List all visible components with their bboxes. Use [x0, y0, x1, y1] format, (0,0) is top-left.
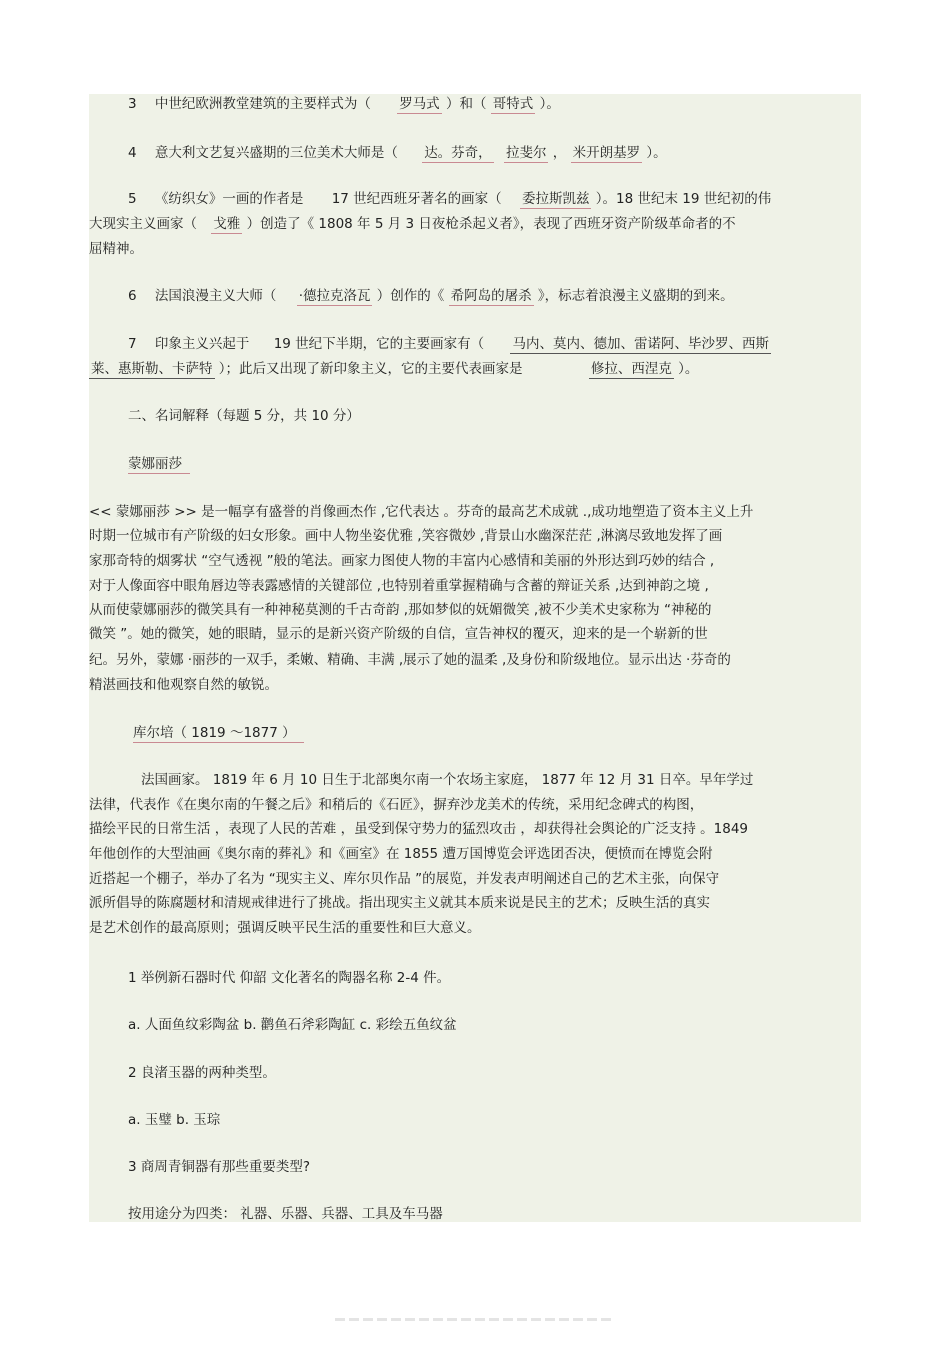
question-text: 17 世纪西班牙著名的画家（ [331, 191, 502, 207]
footer-watermark [335, 1318, 615, 1321]
short-question [89, 1158, 861, 1176]
answer-blank: 罗马式 [399, 96, 440, 112]
fill-blank-q7-line2 [89, 360, 861, 379]
answer-text: a. 人面鱼纹彩陶盆 b. 鹳鱼石斧彩陶缸 c. 彩绘五鱼纹盆 [128, 1017, 457, 1033]
term-name: 库尔培（ 1819 ～1877 ） [133, 724, 304, 743]
question-number: 4 [128, 145, 137, 161]
fill-blank-q6 [89, 287, 861, 306]
question-number: 7 [128, 336, 137, 352]
text-line: 年他创作的大型油画《奥尔南的葬礼》和《画室》在 1855 遭万国博览会评选团否决，便愤而在博览会附 [89, 846, 713, 862]
section-title: 二、名词解释（每题 5 分，共 10 分） [128, 408, 360, 424]
answer-blank: 修拉、西涅克 [590, 361, 672, 377]
text-line: 描绘平民的日常生活 ，表现了人民的苦难 ，虽受到保守势力的猛烈攻击 ，却获得社会舆论的广泛支持 。1849 [89, 821, 749, 837]
paragraph-line [89, 503, 861, 521]
answer-blank: 拉斐尔 [505, 145, 547, 161]
paragraph-line [89, 676, 861, 694]
short-answer [89, 1205, 861, 1223]
question-text: ， [552, 145, 567, 161]
answer-blank: 希阿岛的屠杀 [450, 288, 532, 304]
short-question [89, 969, 861, 987]
paragraph-line [89, 771, 861, 789]
paragraph-line [89, 894, 861, 912]
short-answer [89, 1111, 861, 1129]
paragraph-line [89, 820, 861, 838]
question-text: 19 世纪下半期，它的主要画家有（ [273, 336, 485, 352]
term-heading [89, 455, 861, 474]
paragraph-line [89, 651, 861, 669]
question-text: 意大利文艺复兴盛期的三位美术大师是（ [154, 145, 398, 161]
text-line: 法国画家。 1819 年 6 月 10 日生于北部奥尔南一个农场主家庭， 1877 年 12 月 31 日卒。早年学过 [141, 772, 754, 788]
fill-blank-q4 [89, 144, 861, 163]
short-question [89, 1064, 861, 1082]
question-text: ）；此后又出现了新印象主义，它的主要代表画家是 [218, 361, 523, 377]
fill-blank-q5-line3 [89, 240, 861, 258]
short-answer [89, 1016, 861, 1034]
question-text: 法国浪漫主义大师（ [154, 288, 277, 304]
answer-text: a. 玉璧 b. 玉琮 [128, 1112, 221, 1128]
answer-blank: ·德拉克洛瓦 [298, 288, 371, 304]
fill-blank-q5-line2 [89, 215, 861, 234]
text-line: 精湛画技和他观察自然的敏锐。 [89, 677, 278, 693]
question-text: ）创作的《 [376, 288, 445, 304]
text-line: 近搭起一个棚子，举办了名为 “现实主义、库尔贝作品 ”的展览，并发表声明阐述自己的艺术主张，向保守 [89, 871, 720, 887]
fill-blank-q7 [89, 335, 861, 354]
question-text: ）。 [678, 361, 699, 377]
text-line: 法律，代表作《在奥尔南的午餐之后》和稍后的《石匠》，摒弃沙龙美术的传统，采用纪念碑式的构图， [89, 797, 704, 813]
question-text: 3 商周青铜器有那些重要类型? [128, 1159, 311, 1175]
question-text: ）创造了《 1808 年 5 月 3 日夜枪杀起义者》，表现了西班牙资产阶级革命者的不 [246, 216, 736, 232]
question-text: 1 举例新石器时代 仰韶 文化著名的陶器名称 2-4 件。 [128, 970, 451, 986]
paragraph-line [89, 919, 861, 937]
paragraph-line [89, 870, 861, 888]
paragraph-line [89, 625, 861, 643]
question-text: 屈精神。 [89, 241, 143, 257]
question-text: 大现实主义画家（ [89, 216, 197, 232]
answer-blank: 莱、惠斯勒、卡萨特 [91, 361, 213, 377]
text-line: 微笑 ”。她的微笑，她的眼睛，显示的是新兴资产阶级的自信，宣告神权的覆灭，迎来的是一个崭新的世 [89, 626, 708, 642]
text-line: 家那奇特的烟雾状 “空气透视 ”般的笔法。画家力图使人物的丰富内心感情和美丽的外形达到巧妙的结合 , [89, 553, 715, 569]
question-number: 6 [128, 288, 137, 304]
term-name: 蒙娜丽莎 [128, 455, 190, 474]
question-text: 印象主义兴起于 [154, 336, 250, 352]
text-line: 派所倡导的陈腐题材和清规戒律进行了挑战。指出现实主义就其本质来说是民主的艺术；反映生活的真实 [89, 895, 710, 911]
question-text: 2 良渚玉器的两种类型。 [128, 1065, 276, 1081]
paragraph-line [89, 845, 861, 863]
answer-text: 按用途分为四类： 礼器、乐器、兵器、工具及车马器 [128, 1206, 443, 1222]
text-line: 是艺术创作的最高原则；强调反映平民生活的重要性和巨大意义。 [89, 920, 481, 936]
question-text: ）。 [646, 145, 667, 161]
text-line: 从而使蒙娜丽莎的微笑具有一种神秘莫测的千古奇韵 ,那如梦似的妩媚微笑 ,被不少美术史家称为 “神秘的 [89, 602, 712, 618]
fill-blank-q3 [89, 95, 861, 114]
question-text: 《纺织女》一画的作者是 [154, 191, 304, 207]
section-heading [89, 407, 861, 425]
question-text: ）和（ [445, 96, 487, 112]
question-text: 》，标志着浪漫主义盛期的到来。 [537, 288, 734, 304]
fill-blank-q5 [89, 190, 861, 209]
answer-blank: 戈雅 [213, 216, 241, 232]
paragraph-line [89, 527, 861, 545]
text-line: 时期一位城市有产阶级的妇女形象。画中人物坐姿优雅 ,笑容微妙 ,背景山水幽深茫茫 ,淋漓尽致地发挥了画 [89, 528, 723, 544]
term-heading [89, 724, 861, 743]
question-number: 5 [128, 191, 137, 207]
answer-blank: 委拉斯凯兹 [521, 191, 590, 207]
answer-blank: 马内、莫内、德加、雷诺阿、毕沙罗、西斯 [512, 336, 769, 352]
paragraph-line [89, 796, 861, 814]
paragraph-line [89, 601, 861, 619]
text-line: 对于人像面容中眼角唇边等表露感情的关键部位 ,也特别着重掌握精确与含蓄的辩证关系 ,达到神韵之境 , [89, 578, 709, 594]
paragraph-line [89, 552, 861, 570]
paragraph-line [89, 577, 861, 595]
text-line: 纪。另外，蒙娜 ·丽莎的一双手，柔嫩、精确、丰满 ,展示了她的温柔 ,及身份和阶级地位。显示出达 ·芬奇的 [89, 652, 731, 668]
question-text: ）。 [539, 96, 560, 112]
answer-blank: 哥特式 [492, 96, 534, 112]
text-line: << 蒙娜丽莎 >> 是一幅享有盛誉的肖像画杰作 ,它代表达 。芬奇的最高艺术成就 .,成功地塑造了资本主义上升 [89, 504, 754, 520]
question-text: ）。18 世纪末 19 世纪初的伟 [595, 191, 772, 207]
answer-blank: 米开朗基罗 [572, 145, 641, 161]
question-number: 3 [128, 96, 137, 112]
answer-blank: 达。芬奇， [424, 145, 492, 161]
question-text: 中世纪欧洲教堂建筑的主要样式为（ [154, 96, 371, 112]
